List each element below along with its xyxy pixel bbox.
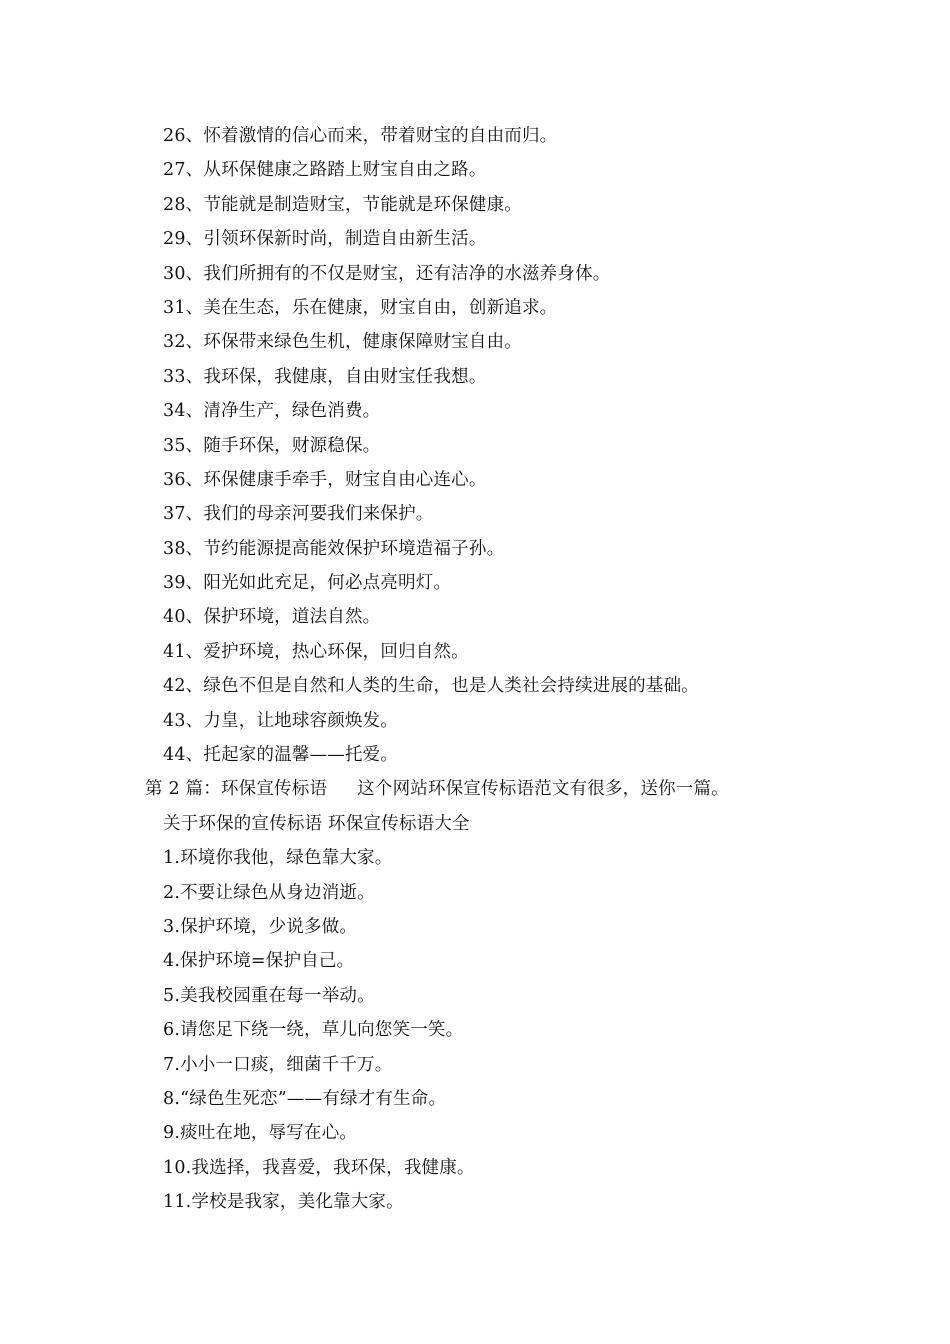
slogan-line: 43、力皇，让地球容颜焕发。 bbox=[163, 710, 399, 731]
slogan-line: 34、清净生产，绿色消费。 bbox=[163, 401, 381, 422]
slogan-line: 33、我环保，我健康，自由财宝任我想。 bbox=[163, 366, 487, 387]
slogan-line: 28、节能就是制造财宝，节能就是环保健康。 bbox=[163, 194, 522, 215]
slogan-line: 9.痰吐在地，辱写在心。 bbox=[163, 1123, 358, 1144]
slogan-line: 39、阳光如此充足，何必点亮明灯。 bbox=[163, 573, 452, 594]
section-heading-line bbox=[0, 772, 950, 806]
slogan-line: 5.美我校园重在每一举动。 bbox=[163, 985, 375, 1006]
slogan-line: 32、环保带来绿色生机，健康保障财宝自由。 bbox=[163, 332, 522, 353]
slogan-line: 1.环境你我他，绿色靠大家。 bbox=[163, 848, 393, 869]
slogan-line: 29、引领环保新时尚，制造自由新生活。 bbox=[163, 229, 487, 250]
slogan-line: 7.小小一口痰，细菌千千万。 bbox=[163, 1054, 393, 1075]
slogan-line: 30、我们所拥有的不仅是财宝，还有洁净的水滋养身体。 bbox=[163, 263, 611, 284]
slogan-line: 35、随手环保，财源稳保。 bbox=[163, 435, 381, 456]
section-note: 这个网站环保宣传标语范文有很多，送你一篇。 bbox=[357, 779, 729, 800]
slogan-line: 11.学校是我家，美化靠大家。 bbox=[163, 1192, 404, 1213]
slogan-line: 2.不要让绿色从身边消逝。 bbox=[163, 882, 375, 903]
slogan-line: 4.保护环境=保护自己。 bbox=[163, 951, 355, 972]
slogan-line: 3.保护环境，少说多做。 bbox=[163, 916, 358, 937]
section-subtitle: 关于环保的宣传标语 环保宣传标语大全 bbox=[163, 813, 470, 834]
slogan-line: 41、爱护环境，热心环保，回归自然。 bbox=[163, 641, 469, 662]
slogan-line: 6.请您足下绕一绕，草儿向您笑一笑。 bbox=[163, 1020, 464, 1041]
document-body bbox=[0, 119, 950, 1220]
section-heading: 第 2 篇：环保宣传标语 bbox=[145, 779, 328, 800]
slogan-line: 40、保护环境，道法自然。 bbox=[163, 607, 381, 628]
slogan-line: 26、怀着激情的信心而来，带着财宝的自由而归。 bbox=[163, 126, 558, 146]
slogan-line: 44、托起家的温馨——托爱。 bbox=[163, 745, 399, 766]
slogan-line: 37、我们的母亲河要我们来保护。 bbox=[163, 504, 434, 525]
slogan-line: 10.我选择，我喜爱，我环保，我健康。 bbox=[163, 1157, 475, 1178]
slogan-line: 42、绿色不但是自然和人类的生命，也是人类社会持续进展的基础。 bbox=[163, 676, 699, 697]
slogan-line: 8.“绿色生死恋”——有绿才有生命。 bbox=[163, 1088, 447, 1109]
slogan-line: 31、美在生态，乐在健康，财宝自由，创新追求。 bbox=[163, 297, 558, 318]
slogan-line: 38、节约能源提高能效保护环境造福子孙。 bbox=[163, 538, 505, 559]
slogan-line: 36、环保健康手牵手，财宝自由心连心。 bbox=[163, 469, 487, 490]
slogan-line: 27、从环保健康之路踏上财宝自由之路。 bbox=[163, 160, 487, 181]
